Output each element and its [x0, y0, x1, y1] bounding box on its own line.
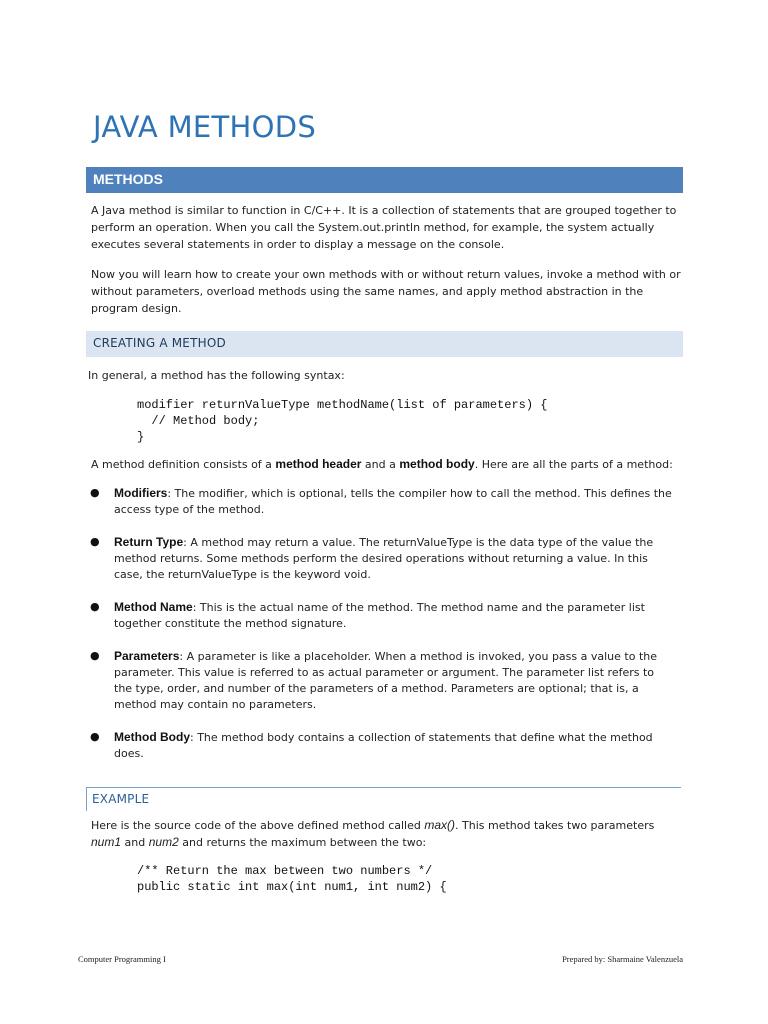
- list-item-term: Modifiers: [114, 486, 168, 500]
- footer-right: Prepared by: Sharmaine Valenzuela: [562, 954, 683, 964]
- method-parts-list: [90, 485, 690, 778]
- example-text-4: and returns the maximum between the two:: [178, 836, 427, 849]
- bullet-icon: ●: [90, 486, 100, 499]
- bullet-icon: ●: [90, 730, 100, 743]
- list-item: [90, 485, 690, 518]
- list-item-text: : A parameter is like a placeholder. When a method is invoked, you pass a value to the parameter. This value is referred to as actual parameter or argument. The parameter list refers to the type, order, and number of the parameters of a method. Parameters are optional; that is, a method may contain no parameters.: [114, 650, 657, 711]
- example-text-2: . This method takes two parameters: [455, 819, 655, 832]
- bullet-icon: ●: [90, 600, 100, 613]
- creating-method-heading: CREATING A METHOD: [86, 331, 683, 357]
- list-item-term: Method Body: [114, 730, 190, 744]
- bullet-icon: ●: [90, 649, 100, 662]
- example-paragraph: [91, 817, 683, 851]
- method-body-term: method body: [399, 457, 475, 471]
- page-title: JAVA METHODS: [93, 110, 317, 144]
- list-item: [90, 599, 690, 632]
- example-text-3: and: [121, 836, 149, 849]
- method-header-term: method header: [275, 457, 362, 471]
- list-item-term: Parameters: [114, 649, 180, 663]
- methods-paragraph-1: A Java method is similar to function in C/C++. It is a collection of statements that are grouped together to perform an operation. When you call the System.out.println method, for example, the system actually executes several statements in order to display a message on the console.: [91, 204, 677, 251]
- bullet-icon: ●: [90, 535, 100, 548]
- syntax-intro: In general, a method has the following syntax:: [88, 369, 345, 382]
- list-item-term: Method Name: [114, 600, 193, 614]
- list-item-term: Return Type: [114, 535, 184, 549]
- list-item: [90, 534, 690, 583]
- footer-left: Computer Programming I: [78, 954, 166, 964]
- methods-heading: METHODS: [86, 167, 683, 193]
- list-item-text: : The modifier, which is optional, tells the compiler how to call the method. This defines the access type of the method.: [114, 487, 672, 516]
- definition-tail: . Here are all the parts of a method:: [474, 458, 673, 471]
- list-item-text: : A method may return a value. The returnValueType is the data type of the value the method returns. Some methods perform the desired operations without returning a value. In this case, the returnValueType is the keyword void.: [114, 536, 654, 581]
- list-item-text: : This is the actual name of the method. The method name and the parameter list together constitute the method signature.: [114, 601, 645, 630]
- method-definition-text: [91, 456, 683, 473]
- example-num1: num1: [91, 835, 122, 849]
- definition-and: and a: [361, 458, 400, 471]
- list-item: [90, 648, 690, 713]
- example-max-name: max(): [424, 818, 456, 832]
- list-item-text: : The method body contains a collection of statements that define what the method does.: [114, 731, 653, 760]
- definition-lead: A method definition consists of a: [91, 458, 276, 471]
- example-text-1: Here is the source code of the above defined method called: [91, 819, 425, 832]
- example-code-block: /** Return the max between two numbers */ public static int max(int num1, int num2) {: [137, 864, 447, 894]
- example-num2: num2: [148, 835, 179, 849]
- syntax-code-block: modifier returnValueType methodName(list of parameters) { // Method body; }: [137, 398, 548, 444]
- list-item: [90, 729, 690, 762]
- methods-paragraph-2: Now you will learn how to create your own methods with or without return values, invoke a method with or without parameters, overload methods using the same names, and apply method abstraction in the program design.: [91, 268, 681, 315]
- example-heading: EXAMPLE: [86, 787, 681, 811]
